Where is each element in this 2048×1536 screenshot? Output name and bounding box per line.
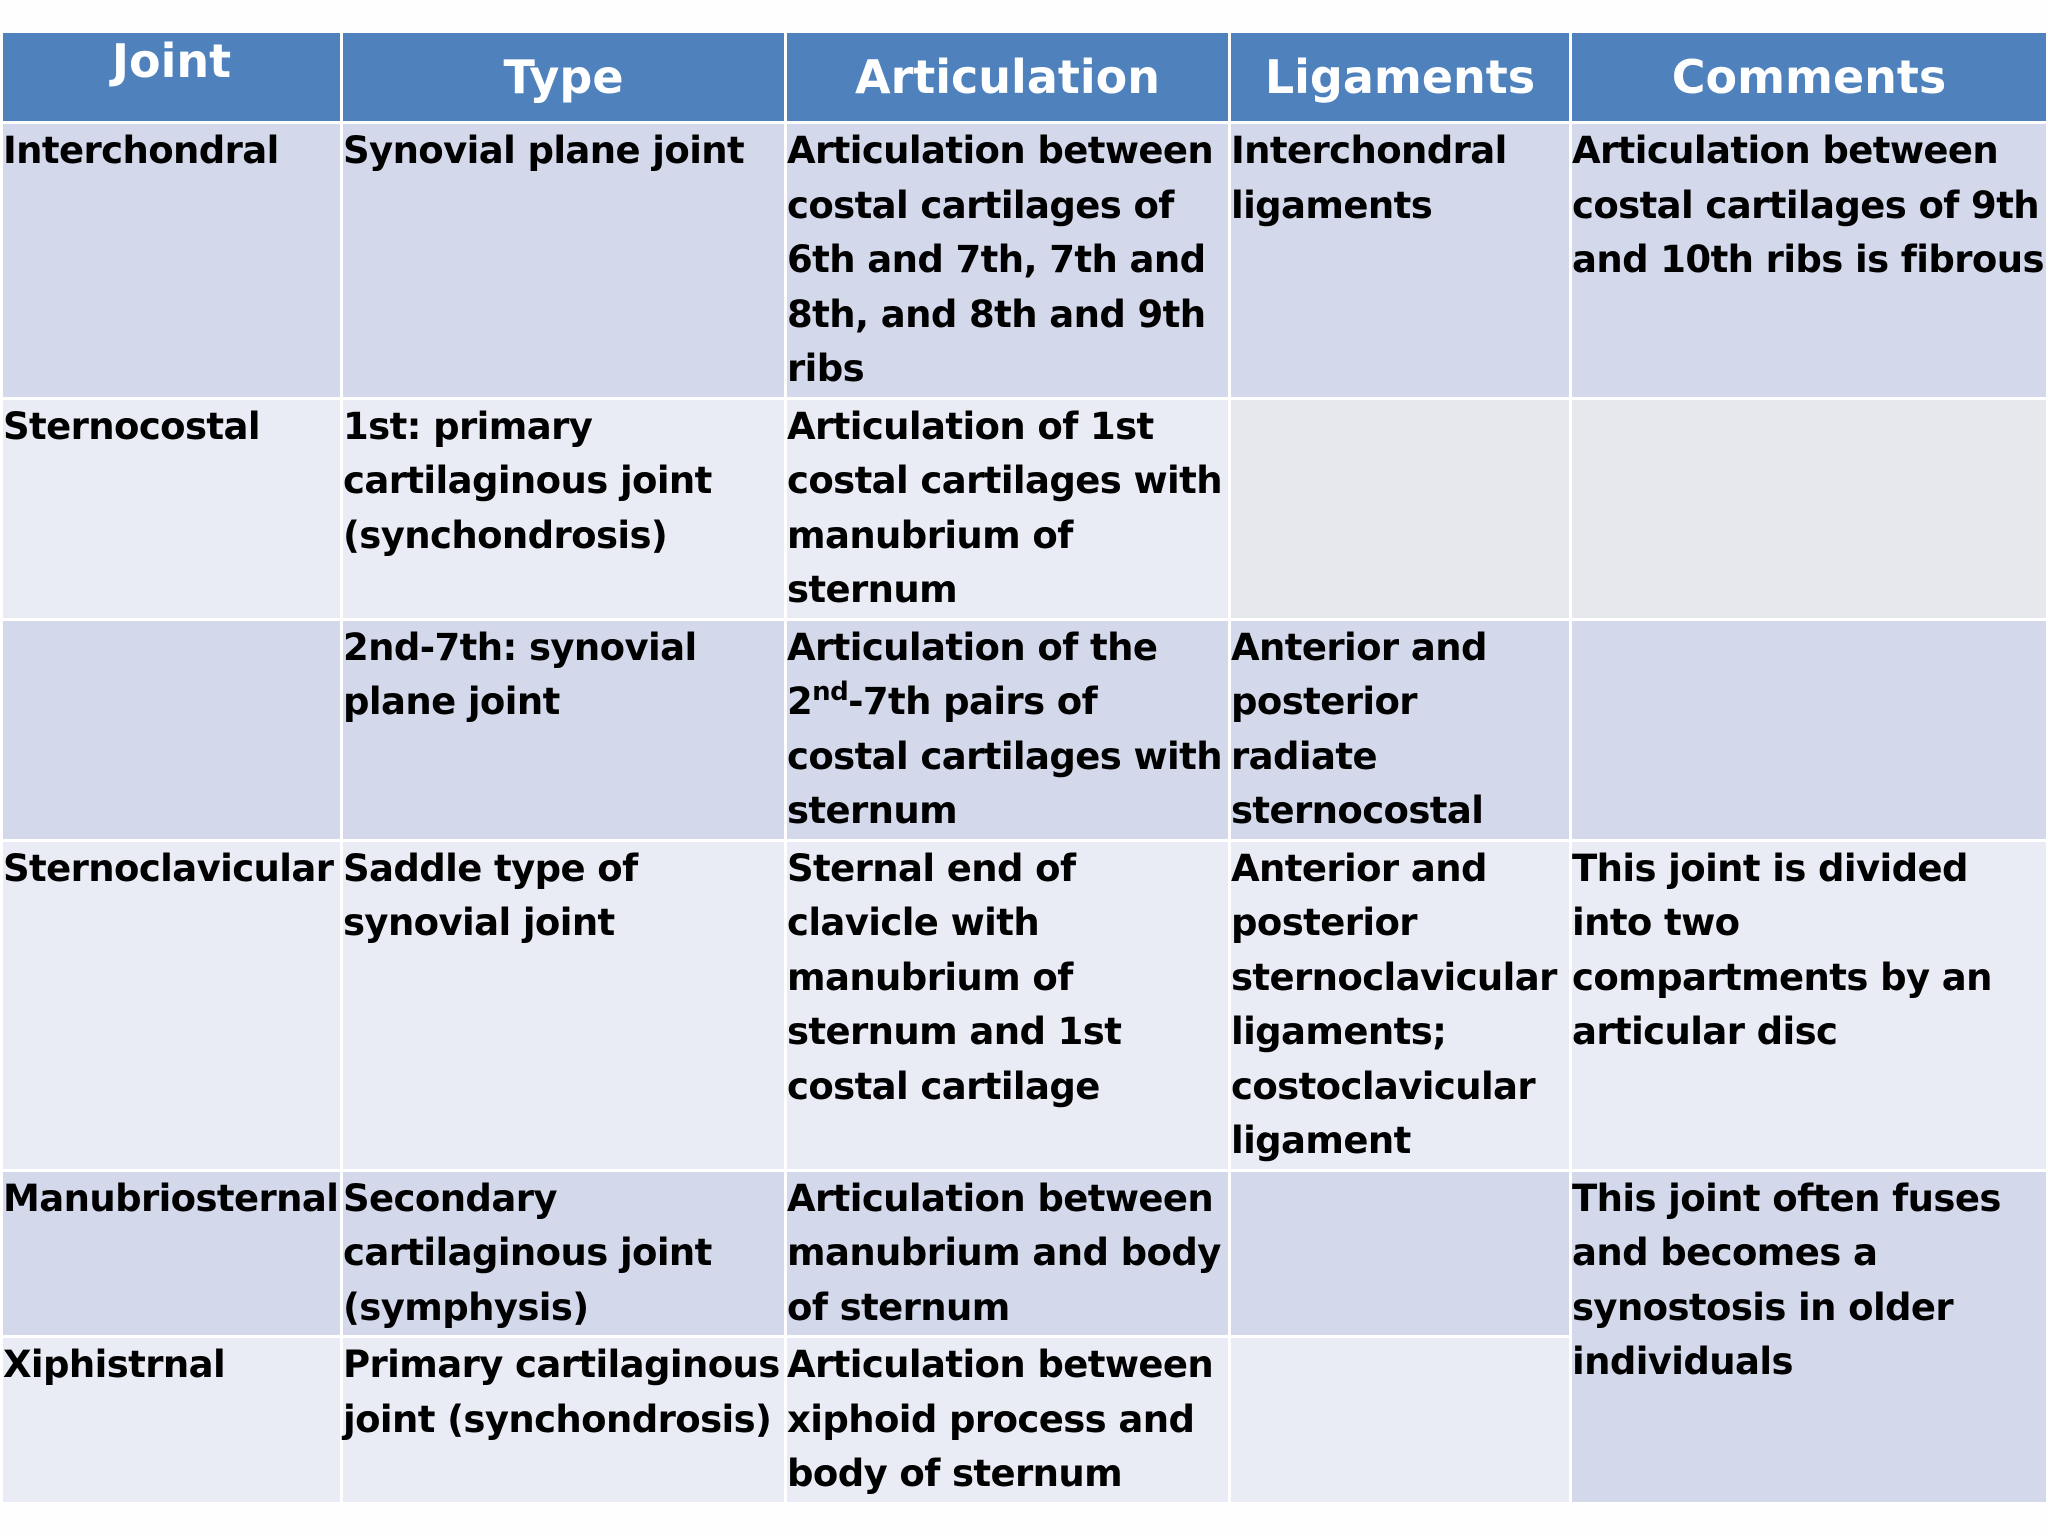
cell-joint: Xiphistrnal [2,1337,342,1504]
cell-ligaments [1230,398,1571,619]
cell-joint: Manubriosternal [2,1170,342,1337]
header-articulation: Articulation [786,32,1230,123]
cell-articulation: Articulation of 1st costal cartilages with manubrium of sternum [786,398,1230,619]
cell-ligaments: Anterior and posterior sternoclavicular ligaments; costoclavicular ligament [1230,840,1571,1170]
cell-type: Synovial plane joint [342,123,786,399]
cell-joint [2,619,342,840]
table-row-sternocostal-rest [2,619,2048,840]
cell-type: Primary cartilaginous joint (synchondrosis) [342,1337,786,1504]
cell-articulation: Articulation between manubrium and body of sternum [786,1170,1230,1337]
header-row [2,32,2048,123]
table-row-interchondral [2,123,2048,399]
cell-type: 2nd-7th: synovial plane joint [342,619,786,840]
cell-articulation: Sternal end of clavicle with manubrium of sternum and 1st costal cartilage [786,840,1230,1170]
cell-articulation: Articulation between xiphoid process and body of sternum [786,1337,1230,1504]
cell-type: Secondary cartilaginous joint (symphysis) [342,1170,786,1337]
cell-ligaments: Interchondral ligaments [1230,123,1571,399]
cell-comments [1571,398,2048,619]
cell-articulation [786,619,1230,840]
cell-ligaments [1230,1337,1571,1504]
cell-ligaments: Anterior and posterior radiate sternocostal [1230,619,1571,840]
joints-table [0,30,2048,1505]
header-ligaments: Ligaments [1230,32,1571,123]
cell-joint: Sternoclavicular [2,840,342,1170]
articulation-text-post: -7th pairs of costal cartilages with sternum [787,680,1222,832]
cell-comments: Articulation between costal cartilages of 9th and 10th ribs is fibrous [1571,123,2048,399]
table-row-sternocostal-first [2,398,2048,619]
header-joint: Joint [2,32,342,123]
table-row-sternoclavicular [2,840,2048,1170]
ordinal-superscript: nd [812,677,849,707]
cell-type: Saddle type of synovial joint [342,840,786,1170]
articulation-text-pre: Articulation of the 2 [787,625,1158,723]
cell-joint: Sternocostal [2,398,342,619]
header-type: Type [342,32,786,123]
table-row-manubriosternal [2,1170,2048,1337]
cell-comments: This joint often fuses and becomes a synostosis in older individuals [1571,1170,2048,1503]
cell-ligaments [1230,1170,1571,1337]
cell-articulation: Articulation between costal cartilages of 6th and 7th, 7th and 8th, and 8th and 9th ribs [786,123,1230,399]
cell-comments [1571,619,2048,840]
cell-joint: Interchondral [2,123,342,399]
cell-comments: This joint is divided into two compartments by an articular disc [1571,840,2048,1170]
header-comments: Comments [1571,32,2048,123]
cell-type: 1st: primary cartilaginous joint (synchondrosis) [342,398,786,619]
